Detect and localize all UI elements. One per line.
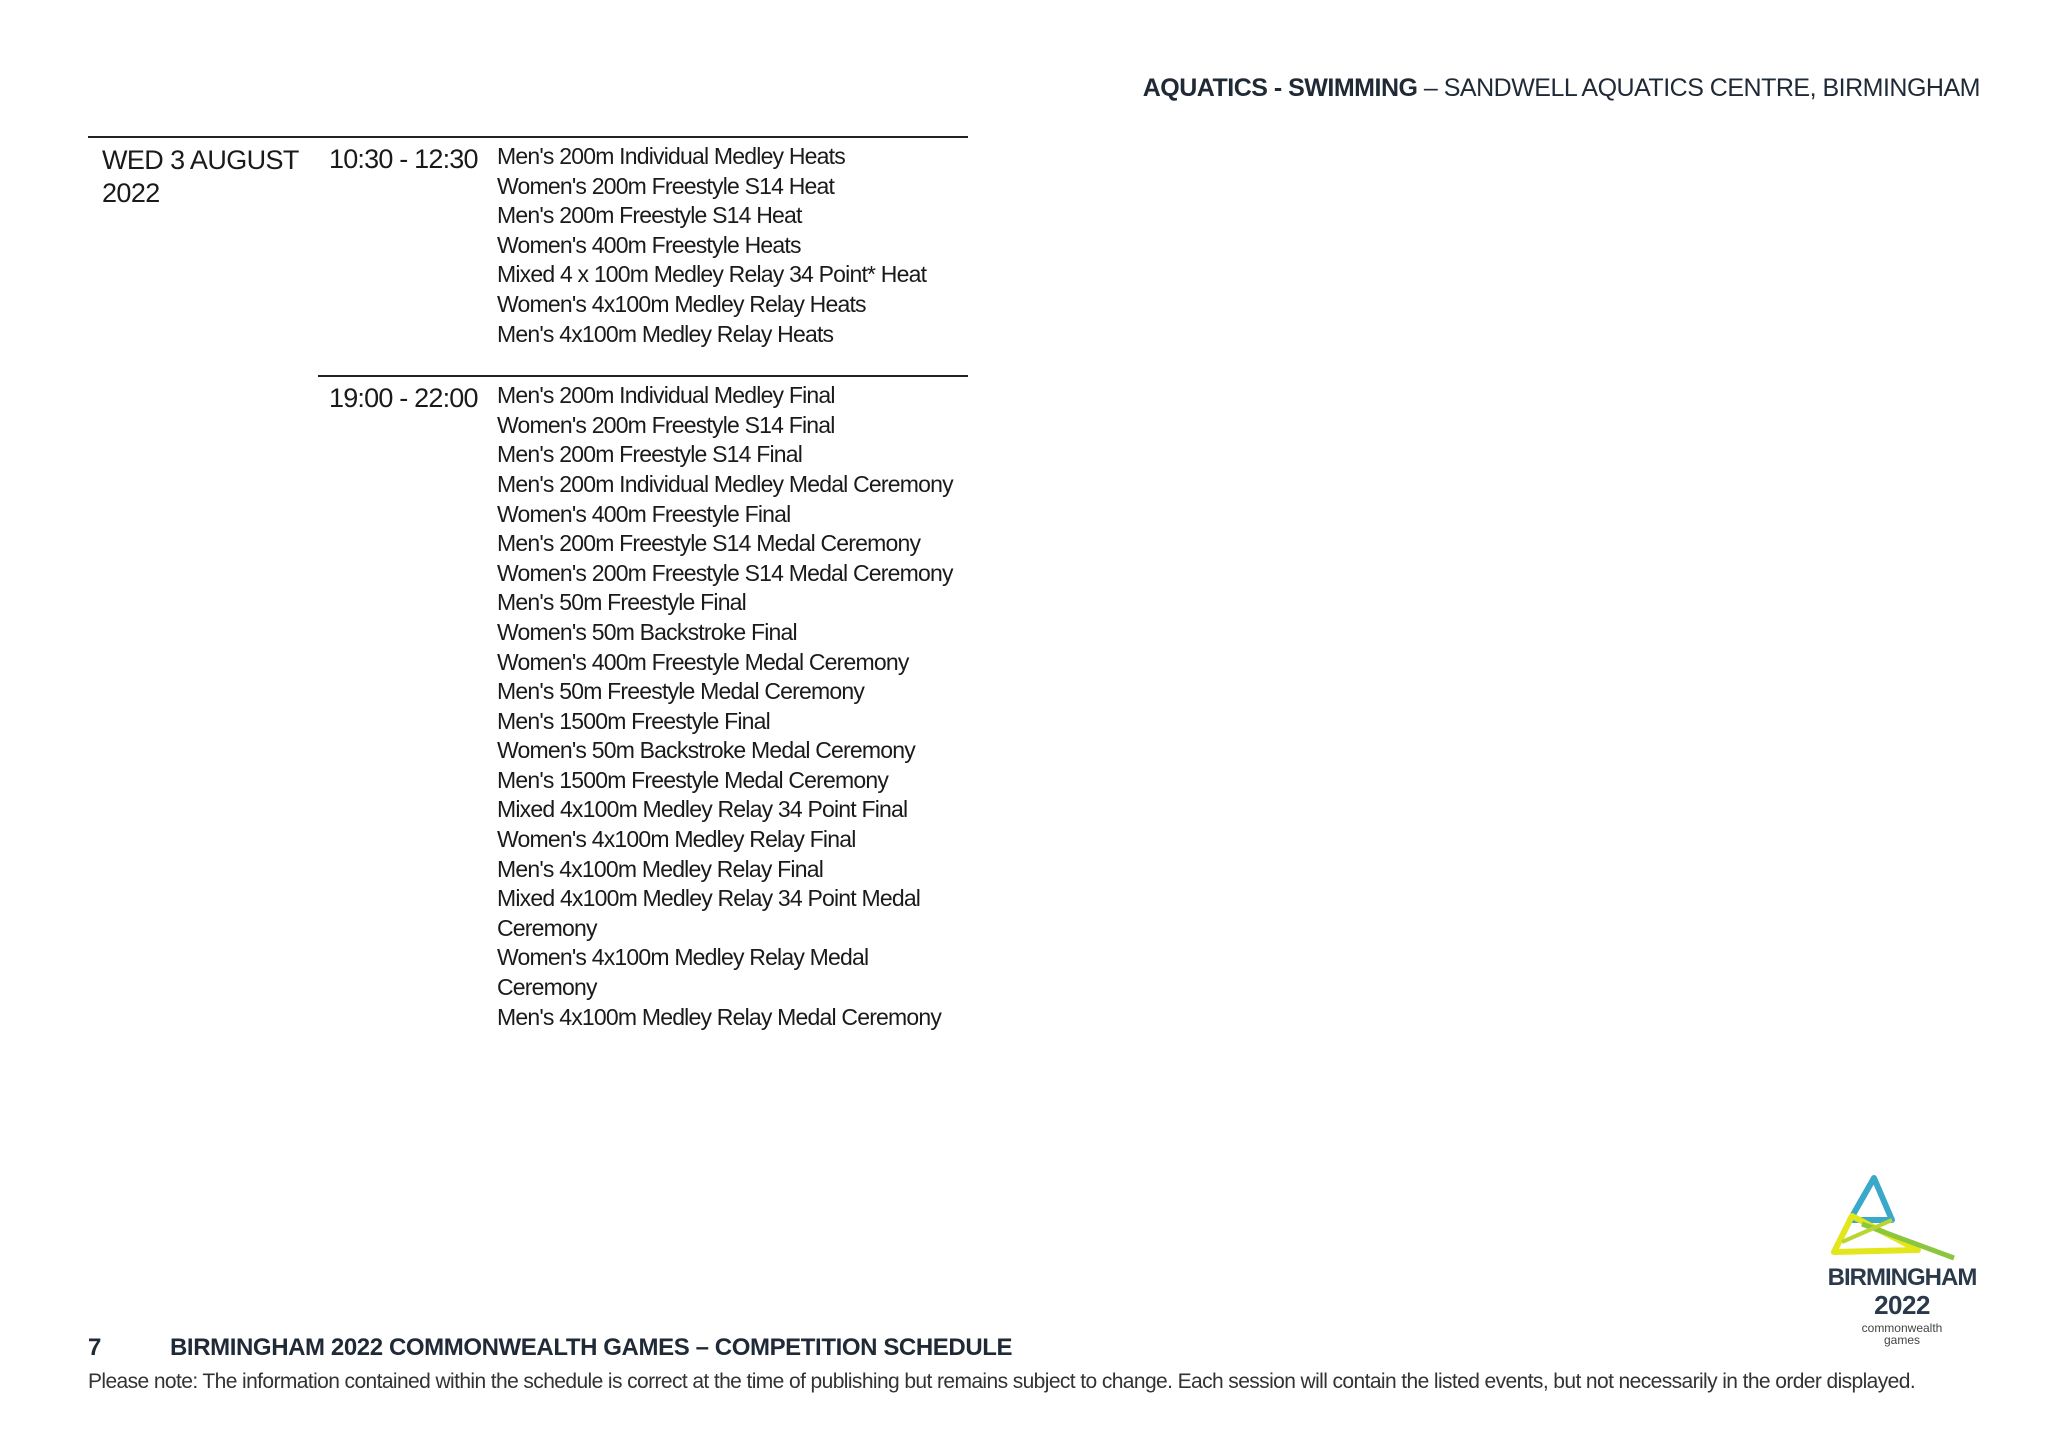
logo-triangles-icon — [1822, 1172, 1982, 1264]
event-item: Men's 1500m Freestyle Medal Ceremony — [497, 766, 889, 793]
event-item: Men's 200m Freestyle S14 Heat — [497, 202, 802, 229]
disclaimer-note: Please note: The information contained within the schedule is correct at the time of publishing but remains subject to change. Each session will contain the listed events, but not necessarily in the order displayed. — [88, 1370, 1916, 1393]
event-item: Men's 1500m Freestyle Final — [497, 707, 770, 734]
event-item: Men's 50m Freestyle Medal Ceremony — [497, 678, 865, 705]
event-item: Women's 400m Freestyle Heats — [497, 231, 801, 258]
event-item: Men's 200m Individual Medley Heats — [497, 143, 845, 169]
event-item: Men's 200m Freestyle S14 Medal Ceremony — [497, 530, 921, 557]
event-item: Men's 50m Freestyle Final — [497, 589, 746, 616]
footer-title — [88, 1334, 1012, 1362]
event-item: Mixed 4 x 100m Medley Relay 34 Point* Heat — [497, 261, 927, 288]
logo-city: BIRMINGHAM — [1827, 1264, 1977, 1291]
event-item: Men's 200m Individual Medley Medal Ceremony — [497, 470, 953, 497]
session-events — [497, 142, 957, 349]
session-morning — [318, 138, 968, 349]
event-item: Women's 50m Backstroke Medal Ceremony — [497, 737, 915, 764]
header-sport: AQUATICS - SWIMMING — [1142, 74, 1418, 102]
session-time: 19:00 - 22:00 — [329, 383, 478, 414]
event-item: Men's 4x100m Medley Relay Final — [497, 855, 824, 882]
session-events — [497, 381, 957, 1032]
event-item: Women's 400m Freestyle Final — [497, 500, 791, 527]
event-item: Men's 200m Freestyle S14 Final — [497, 441, 803, 468]
schedule-table — [88, 136, 968, 1032]
session-evening — [318, 375, 968, 1032]
event-item: Women's 50m Backstroke Final — [497, 618, 797, 645]
header-venue: SANDWELL AQUATICS CENTRE, BIRMINGHAM — [1443, 74, 1980, 102]
session-time: 10:30 - 12:30 — [329, 144, 478, 174]
page-header — [1143, 74, 1980, 103]
event-item: Women's 4x100m Medley Relay Final — [497, 826, 856, 853]
event-item: Mixed 4x100m Medley Relay 34 Point Final — [497, 796, 908, 823]
logo-games — [1822, 1322, 1982, 1346]
event-item: Women's 200m Freestyle S14 Heat — [497, 172, 835, 199]
event-item: Men's 4x100m Medley Relay Heats — [497, 320, 834, 347]
birmingham-2022-logo — [1822, 1172, 1982, 1352]
event-item: Mixed 4x100m Medley Relay 34 Point Medal Ceremony — [497, 885, 921, 941]
day-date: WED 3 AUGUST 2022 — [102, 145, 299, 208]
event-item: Women's 4x100m Medley Relay Heats — [497, 290, 866, 317]
event-item: Men's 4x100m Medley Relay Medal Ceremony — [497, 1003, 942, 1030]
logo-games-line2: games — [1883, 1333, 1921, 1347]
event-item: Women's 200m Freestyle S14 Medal Ceremony — [497, 559, 953, 586]
document-title: BIRMINGHAM 2022 COMMONWEALTH GAMES – COMPETITION SCHEDULE — [170, 1334, 1013, 1361]
event-item: Women's 4x100m Medley Relay Medal Ceremony — [497, 944, 869, 1001]
event-item: Women's 200m Freestyle S14 Final — [497, 411, 835, 438]
schedule-day-row — [88, 136, 968, 1032]
event-item: Women's 400m Freestyle Medal Ceremony — [497, 648, 909, 675]
logo-year: 2022 — [1874, 1290, 1930, 1320]
logo-games-line1: commonwealth — [1861, 1321, 1943, 1335]
event-item: Men's 200m Individual Medley Final — [497, 382, 835, 409]
page-number: 7 — [88, 1334, 101, 1361]
header-separator: – — [1417, 74, 1444, 102]
